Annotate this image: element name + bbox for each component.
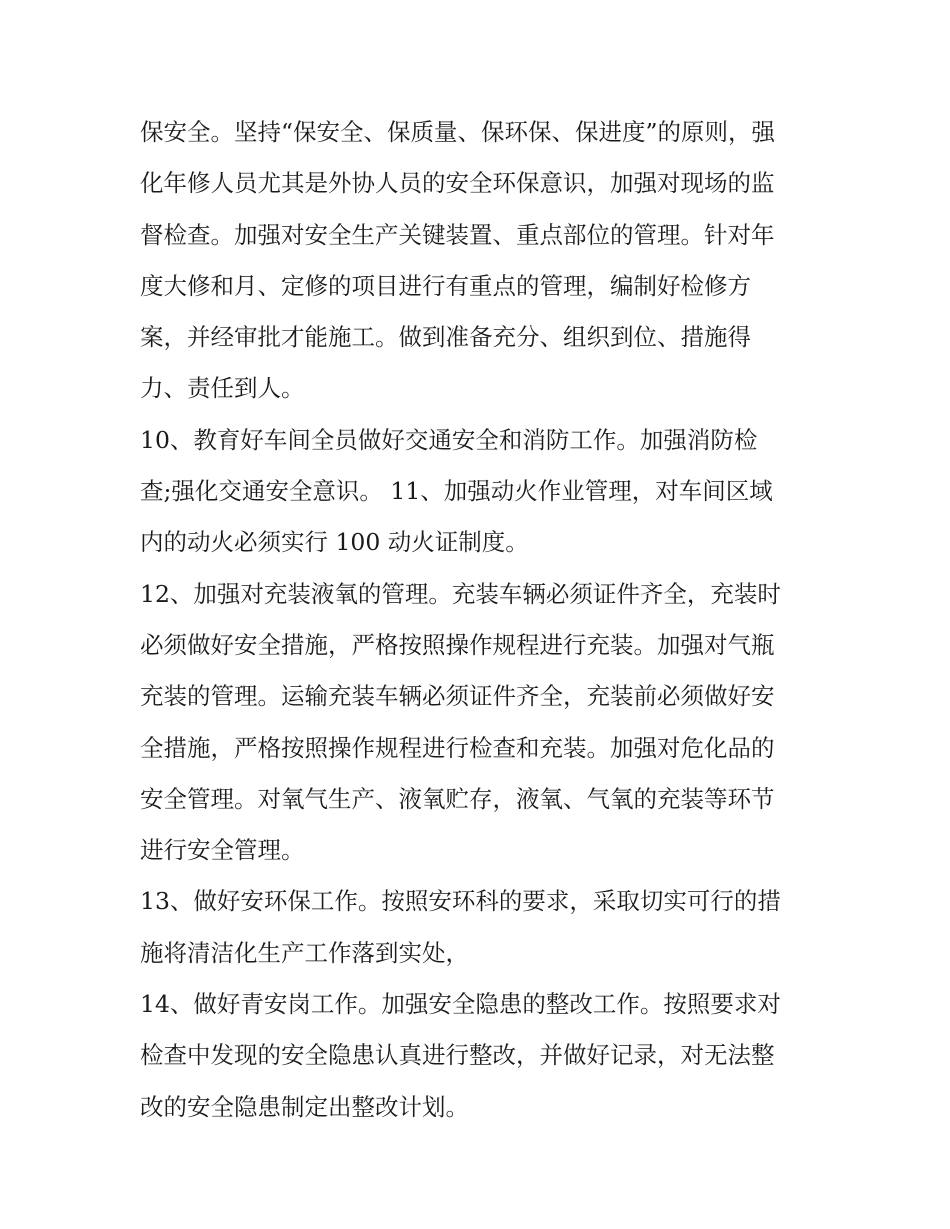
text-line: 案，并经审批才能施工。做到准备充分、组织到位、措施得	[140, 323, 751, 352]
text-line: 10、教育好车间全员做好交通安全和消防工作。加强消防检	[140, 425, 758, 454]
text-line: 进行安全管理。	[140, 836, 305, 865]
text-line: 必须做好安全措施，严格按照操作规程进行充装。加强对气瓶	[140, 630, 775, 659]
text-line: 改的安全隐患制定出整改计划。	[140, 1092, 469, 1121]
text-line: 度大修和月、定修的项目进行有重点的管理，编制好检修方	[140, 271, 751, 300]
text-line: 督检查。加强对安全生产关键装置、重点部位的管理。针对年	[140, 220, 775, 249]
text-line: 12、加强对充装液氧的管理。充装车辆必须证件齐全，充装时	[140, 579, 781, 608]
text-line: 内的动火必须实行 100 动火证制度。	[140, 528, 529, 557]
text-line: 充装的管理。运输充装车辆必须证件齐全，充装前必须做好安	[140, 682, 775, 711]
text-line: 化年修人员尤其是外协人员的安全环保意识，加强对现场的监	[140, 169, 775, 198]
text-line: 保安全。坚持“保安全、保质量、保环保、保进度”的原则，强	[140, 118, 776, 146]
text-line: 施将清洁化生产工作落到实处，	[140, 938, 469, 967]
text-line: 安全管理。对氧气生产、液氧贮存，液氧、气氧的充装等环节	[140, 784, 775, 813]
text-line: 力、责任到人。	[140, 374, 305, 403]
text-line: 全措施，严格按照操作规程进行检查和充装。加强对危化品的	[140, 733, 775, 762]
text-line: 检查中发现的安全隐患认真进行整改，并做好记录，对无法整	[140, 1041, 775, 1070]
text-line: 14、做好青安岗工作。加强安全隐患的整改工作。按照要求对	[140, 990, 781, 1019]
document-body	[140, 107, 812, 1133]
text-line: 查;强化交通安全意识。 11、加强动火作业管理，对车间区域	[140, 477, 773, 506]
text-line: 13、做好安环保工作。按照安环科的要求，采取切实可行的措	[140, 887, 781, 916]
